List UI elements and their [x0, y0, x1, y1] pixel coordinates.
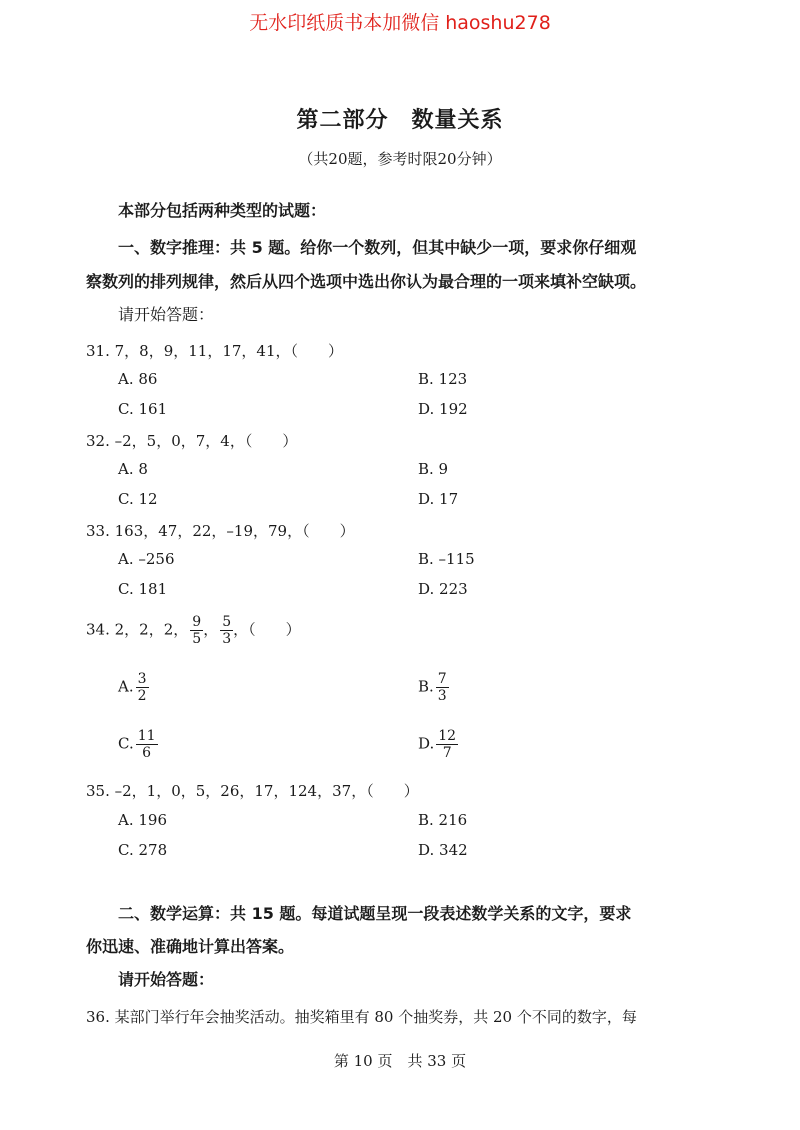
- option-label: A.: [118, 677, 134, 696]
- section2-start: 请开始答题：: [118, 970, 215, 989]
- question-34-option-d: [418, 728, 458, 761]
- section2-line2: 你迅速、准确地计算出答案。: [86, 937, 295, 956]
- question-34-option-a: [118, 671, 149, 704]
- comma-separator: ，: [233, 620, 249, 639]
- fraction-denominator: 3: [222, 631, 232, 647]
- question-31-stem: 31. 7，8，9，11，17，41，（ ）: [86, 342, 344, 360]
- question-35-option-a: A. 196: [118, 811, 167, 829]
- question-32-option-a: A. 8: [118, 460, 148, 478]
- fraction-numerator: 12: [438, 728, 457, 744]
- option-fraction: [436, 671, 449, 704]
- question-31-option-d: D. 192: [418, 400, 468, 418]
- question-33-option-d: D. 223: [418, 580, 468, 598]
- question-34-stem-prefix: 34. 2，2，2，: [86, 620, 189, 639]
- option-label: D.: [418, 734, 435, 753]
- question-35-option-d: D. 342: [418, 841, 468, 859]
- page-subtitle: （共20题，参考时限20分钟）: [298, 150, 502, 168]
- option-fraction: [136, 671, 149, 704]
- fraction-denominator: 5: [192, 631, 202, 647]
- fraction-numerator: 9: [192, 614, 202, 630]
- question-32-option-d: D. 17: [418, 490, 459, 508]
- question-33-option-a: A. –256: [118, 550, 175, 568]
- question-32-option-c: C. 12: [118, 490, 158, 508]
- question-33-stem: 33. 163，47，22，–19，79，（ ）: [86, 522, 355, 540]
- fraction-numerator: 7: [437, 671, 447, 687]
- question-34-fraction-1: [190, 614, 203, 647]
- option-label: B.: [418, 677, 434, 696]
- fraction-denominator: 3: [437, 688, 447, 704]
- section1-start: 请开始答题：: [118, 305, 215, 324]
- question-31-option-a: A. 86: [118, 370, 158, 388]
- question-31-option-c: C. 161: [118, 400, 168, 418]
- option-fraction: [136, 728, 158, 761]
- fraction-numerator: 11: [137, 728, 156, 744]
- question-34-fraction-2: [220, 614, 233, 647]
- comma-separator: ，: [203, 620, 219, 639]
- question-31-option-b: B. 123: [418, 370, 468, 388]
- question-34-option-b: [418, 671, 449, 704]
- question-35-stem: 35. –2，1，0，5，26，17，124，37，（ ）: [86, 782, 419, 800]
- section1-line2: 察数列的排列规律，然后从四个选项中选出你认为最合理的一项来填补空缺项。: [86, 272, 647, 291]
- option-label: C.: [118, 734, 134, 753]
- fraction-numerator: 3: [137, 671, 147, 687]
- question-33-option-b: B. –115: [418, 550, 475, 568]
- option-fraction: [436, 728, 458, 761]
- question-36-stem: 36. 某部门举行年会抽奖活动。抽奖箱里有 80 个抽奖券，共 20 个不同的数字，每: [86, 1008, 637, 1026]
- watermark-text: 无水印纸质书本加微信 haoshu278: [249, 12, 551, 34]
- page-title: 第二部分 数量关系: [296, 108, 504, 133]
- intro-text: 本部分包括两种类型的试题：: [118, 201, 327, 220]
- question-34-stem-suffix: （ ）: [248, 620, 301, 639]
- fraction-denominator: 6: [142, 745, 152, 761]
- question-35-option-c: C. 278: [118, 841, 168, 859]
- question-32-option-b: B. 9: [418, 460, 449, 478]
- question-34-option-c: [118, 728, 158, 761]
- page-footer: 第 10 页 共 33 页: [333, 1052, 467, 1070]
- fraction-denominator: 2: [137, 688, 147, 704]
- section1-line1: 一、数字推理：共 5 题。给你一个数列，但其中缺少一项，要求你仔细观: [118, 238, 637, 257]
- question-34-stem: [86, 614, 301, 647]
- fraction-denominator: 7: [442, 745, 452, 761]
- question-32-stem: 32. –2，5，0，7，4，（ ）: [86, 432, 298, 450]
- section2-line1: 二、数学运算：共 15 题。每道试题呈现一段表述数学关系的文字，要求: [118, 904, 632, 923]
- question-33-option-c: C. 181: [118, 580, 168, 598]
- fraction-numerator: 5: [222, 614, 232, 630]
- question-35-option-b: B. 216: [418, 811, 468, 829]
